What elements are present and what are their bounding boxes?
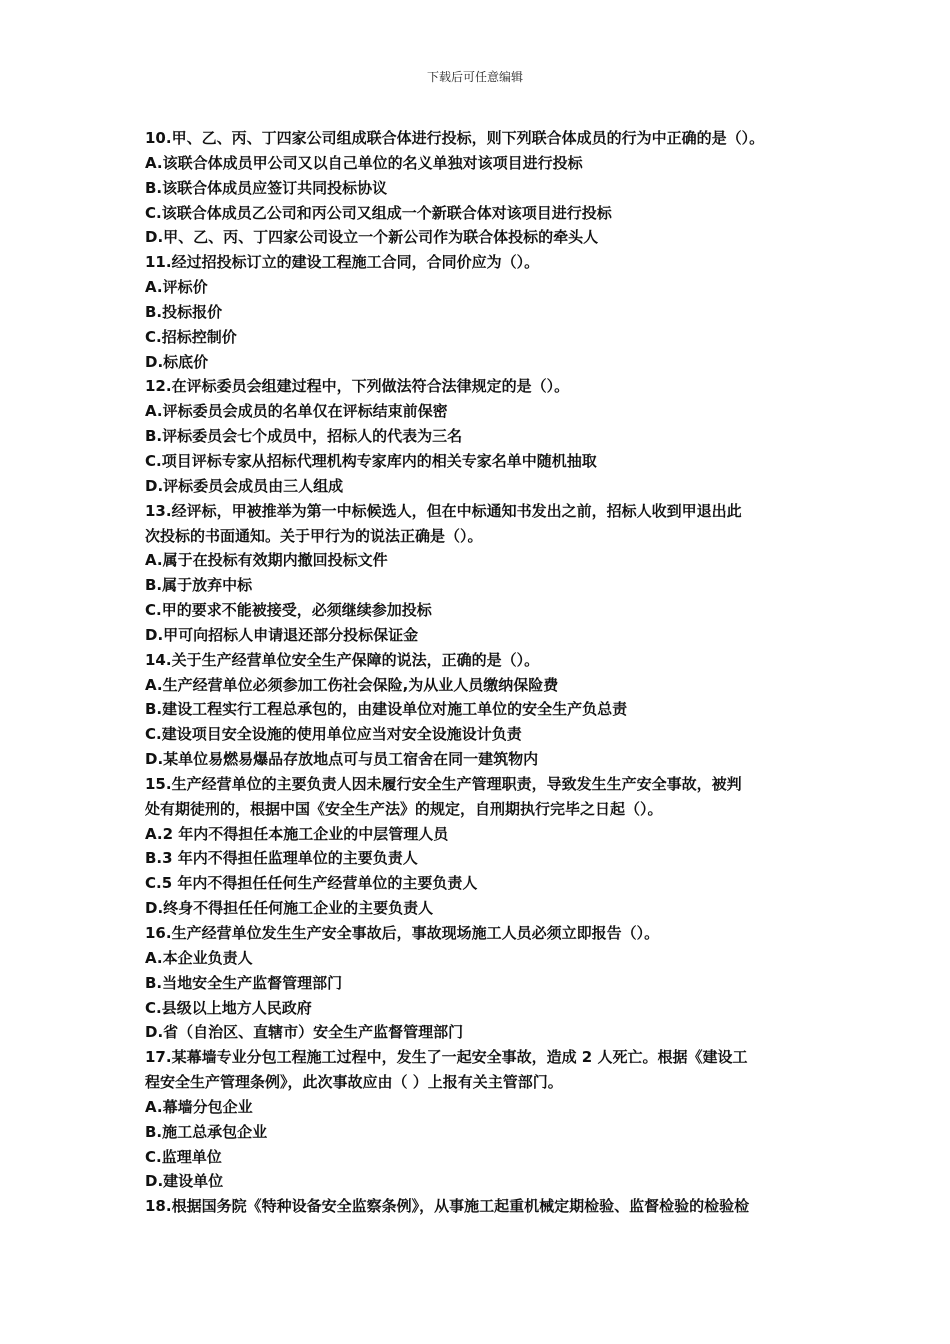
option-c: C.5 年内不得担任任何生产经营单位的主要负责人 bbox=[145, 874, 478, 893]
option-c: C.监理单位 bbox=[145, 1147, 222, 1166]
question-text: 11.经过招投标订立的建设工程施工合同，合同价应为（）。 bbox=[145, 253, 540, 272]
question-17 bbox=[145, 1045, 805, 1194]
question-11 bbox=[145, 250, 805, 374]
option-d: D.某单位易燃易爆品存放地点可与员工宿舍在同一建筑物内 bbox=[145, 750, 539, 769]
option-c: C.招标控制价 bbox=[145, 327, 237, 346]
question-15 bbox=[145, 772, 805, 921]
option-b: B.施工总承包企业 bbox=[145, 1122, 268, 1141]
option-b: B.建设工程实行工程总承包的，由建设单位对施工单位的安全生产负总责 bbox=[145, 700, 628, 719]
page-header: 下载后可任意编辑 bbox=[426, 70, 523, 84]
question-list bbox=[145, 126, 805, 1219]
option-a: A.评标委员会成员的名单仅在评标结束前保密 bbox=[145, 402, 448, 421]
option-b: B.当地安全生产监督管理部门 bbox=[145, 973, 343, 992]
option-c: C.建设项目安全设施的使用单位应当对安全设施设计负责 bbox=[145, 725, 522, 744]
option-a: A.属于在投标有效期内撤回投标文件 bbox=[145, 551, 388, 570]
question-text: 17.某幕墙专业分包工程施工过程中，发生了一起安全事故，造成 2 人死亡。根据《建设工 bbox=[145, 1048, 748, 1067]
option-a: A.2 年内不得担任本施工企业的中层管理人员 bbox=[145, 824, 449, 843]
option-a: A.评标价 bbox=[145, 278, 208, 297]
question-text: 12.在评标委员会组建过程中，下列做法符合法律规定的是（）。 bbox=[145, 377, 570, 396]
option-a: A.幕墙分包企业 bbox=[145, 1097, 253, 1116]
question-12 bbox=[145, 374, 805, 498]
question-14 bbox=[145, 648, 805, 772]
option-a: A.本企业负责人 bbox=[145, 948, 253, 967]
option-b: B.该联合体成员应签订共同投标协议 bbox=[145, 178, 388, 197]
option-d: D.标底价 bbox=[145, 352, 209, 371]
option-d: D.评标委员会成员由三人组成 bbox=[145, 476, 344, 495]
option-a: A.该联合体成员甲公司又以自己单位的名义单独对该项目进行投标 bbox=[145, 153, 583, 172]
option-c: C.县级以上地方人民政府 bbox=[145, 998, 312, 1017]
question-13 bbox=[145, 499, 805, 648]
option-b: B.评标委员会七个成员中，招标人的代表为三名 bbox=[145, 427, 463, 446]
option-d: D.甲、乙、丙、丁四家公司设立一个新公司作为联合体投标的牵头人 bbox=[145, 228, 599, 247]
option-b: B.3 年内不得担任监理单位的主要负责人 bbox=[145, 849, 418, 868]
option-b: B.投标报价 bbox=[145, 302, 223, 321]
question-text: 15.生产经营单位的主要负责人因未履行安全生产管理职责，导致发生生产安全事故，被判 bbox=[145, 774, 742, 793]
option-d: D.省（自治区、直辖市）安全生产监督管理部门 bbox=[145, 1023, 464, 1042]
question-16 bbox=[145, 921, 805, 1045]
question-text: 13.经评标，甲被推举为第一中标候选人，但在中标通知书发出之前，招标人收到甲退出此 bbox=[145, 501, 742, 520]
question-10 bbox=[145, 126, 805, 250]
question-18 bbox=[145, 1194, 805, 1219]
option-c: C.该联合体成员乙公司和丙公司又组成一个新联合体对该项目进行投标 bbox=[145, 203, 612, 222]
option-d: D.建设单位 bbox=[145, 1172, 224, 1191]
option-c: C.甲的要求不能被接受，必须继续参加投标 bbox=[145, 601, 432, 620]
option-d: D.甲可向招标人申请退还部分投标保证金 bbox=[145, 625, 419, 644]
question-text-continued: 次投标的书面通知。关于甲行为的说法正确是（）。 bbox=[145, 526, 483, 545]
option-a: A.生产经营单位必须参加工伤社会保险,为从业人员缴纳保险费 bbox=[145, 675, 559, 694]
question-text: 18.根据国务院《特种设备安全监察条例》，从事施工起重机械定期检验、监督检验的检验检 bbox=[145, 1197, 750, 1216]
option-d: D.终身不得担任任何施工企业的主要负责人 bbox=[145, 899, 434, 918]
option-c: C.项目评标专家从招标代理机构专家库内的相关专家名单中随机抽取 bbox=[145, 451, 597, 470]
question-text: 16.生产经营单位发生生产安全事故后，事故现场施工人员必须立即报告（）。 bbox=[145, 924, 660, 942]
question-text-continued: 程安全生产管理条例》，此次事故应由（ ）上报有关主管部门。 bbox=[145, 1073, 563, 1092]
question-text-continued: 处有期徒刑的，根据中国《安全生产法》的规定，自刑期执行完毕之日起（）。 bbox=[145, 799, 663, 818]
question-text: 14.关于生产经营单位安全生产保障的说法，正确的是（）。 bbox=[145, 650, 540, 669]
option-b: B.属于放弃中标 bbox=[145, 576, 253, 595]
question-text: 10.甲、乙、丙、丁四家公司组成联合体进行投标，则下列联合体成员的行为中正确的是（）。 bbox=[145, 129, 765, 147]
